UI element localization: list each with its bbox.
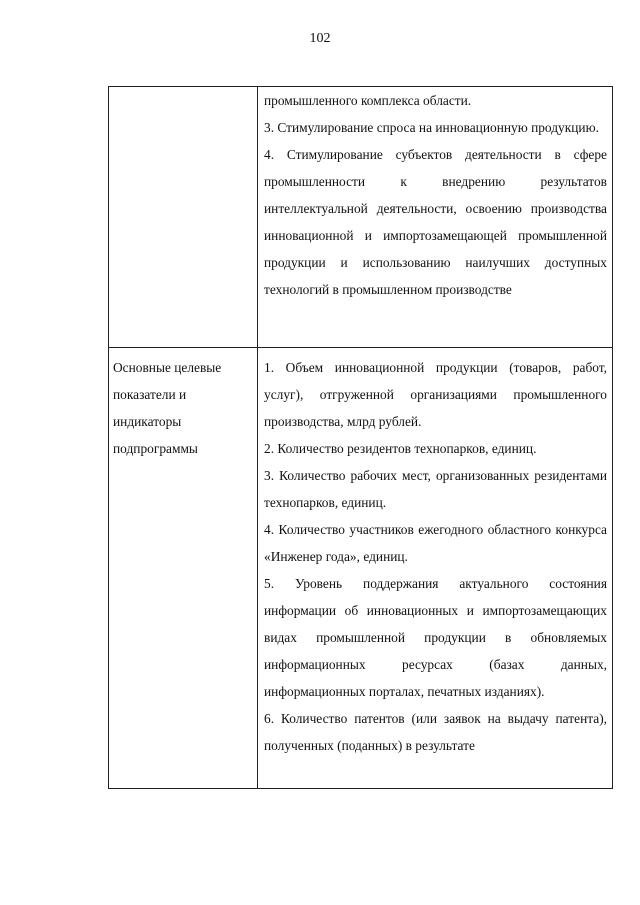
indicator-item: 6. Количество патентов (или заявок на выдачу патента), полученных (поданных) в результате [264,711,607,753]
indicator-item: 2. Количество резидентов технопарков, единиц. [264,441,537,456]
indicator-item: 3. Количество рабочих мест, организованных резидентами технопарков, единиц. [264,468,607,510]
indicator-item: 1. Объем инновационной продукции (товаров, работ, услуг), отгруженной организациями промышленного производства, млрд рублей. [264,360,607,429]
table-row [109,87,613,348]
content-paragraph: 3. Стимулирование спроса на инновационную продукцию. [264,120,599,135]
table-cell-label [109,87,258,348]
program-table [108,86,613,789]
table-cell-content [258,348,613,789]
page-number: 102 [309,31,331,46]
label-line: Основные целевые [113,360,222,375]
label-line: индикаторы [113,414,182,429]
indicator-item: 4. Количество участников ежегодного областного конкурса «Инженер года», единиц. [264,522,607,564]
label-line: показатели и [113,387,187,402]
content-paragraph: промышленного комплекса области. [264,93,472,108]
table-row [109,348,613,789]
table-cell-label [109,348,258,789]
content-paragraph: 4. Стимулирование субъектов деятельности в сфере промышленности к внедрению результатов интеллектуальной деятельности, освоению производства инновационной и импортозамещающей промышленной продукции и использованию наилучших доступных технологий в промышленном производстве [264,147,607,297]
indicator-item: 5. Уровень поддержания актуального состояния информации об инновационных и импортозамещающих видах промышленной продукции в обновляемых информационных ресурсах (базах данных, информационных порталах, печатных изданиях). [264,576,607,699]
label-line: подпрограммы [113,441,198,456]
table-cell-content [258,87,613,348]
